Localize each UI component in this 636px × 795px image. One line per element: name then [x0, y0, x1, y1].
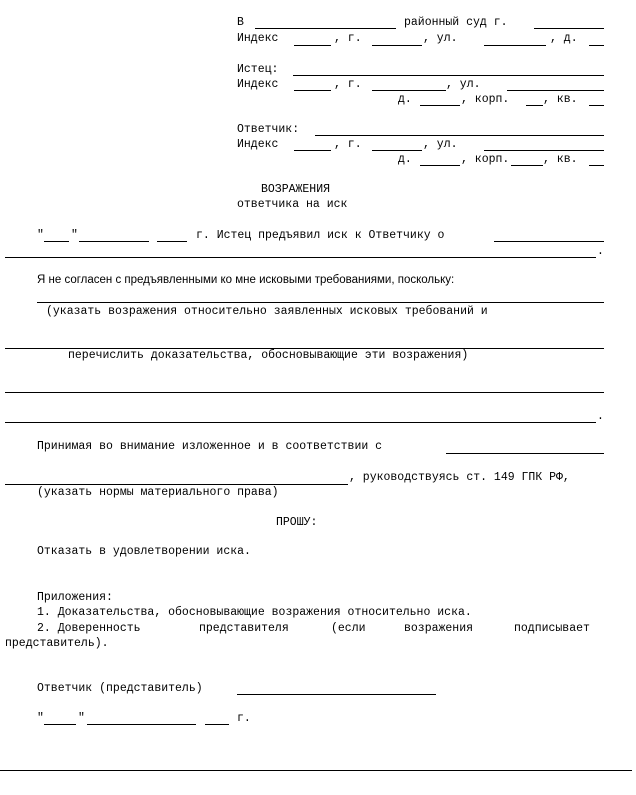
sign-date-month-blank: [87, 724, 196, 725]
plaintiff-street-label: , ул.: [446, 78, 481, 91]
objection-hint-2: перечислить доказательства, обосновывающие эти возражения): [68, 349, 469, 362]
plaintiff-index-blank: [294, 90, 331, 91]
plaintiff-house-blank: [420, 105, 460, 106]
sign-date-year-blank: [205, 724, 229, 725]
defendant-house-label: д.: [398, 153, 412, 166]
sign-date-quote-open: ": [37, 712, 44, 725]
defendant-city-blank: [372, 150, 422, 151]
defendant-house-blank: [420, 165, 460, 166]
plaintiff-street-blank: [507, 90, 604, 91]
date-day-blank: [44, 241, 69, 242]
appendix-item-2-word: 2. Доверенность: [37, 622, 141, 635]
defendant-korp-blank: [511, 165, 543, 166]
plaintiff-korp-label: , корп.: [461, 93, 510, 106]
sign-year-suffix: г.: [237, 712, 251, 725]
defendant-city-label: , г.: [334, 138, 362, 151]
law-norm-hint: (указать нормы материального права): [37, 486, 279, 499]
appendix-item-2-word: возражения: [404, 622, 474, 635]
plaintiff-label: Истец:: [237, 63, 279, 76]
guided-text: , руководствуясь ст. 149 ГПК РФ,: [349, 471, 570, 484]
plaintiff-house-label: д.: [398, 93, 412, 106]
plaintiff-kv-blank: [589, 105, 604, 106]
document-subtitle: ответчика на иск: [237, 198, 348, 211]
request-text: Отказать в удовлетворении иска.: [37, 545, 251, 558]
objection-blank-1: [37, 302, 604, 303]
defendant-kv-label: , кв.: [543, 153, 578, 166]
defendant-kv-blank: [589, 165, 604, 166]
date-month-blank: [79, 241, 149, 242]
appendix-heading: Приложения:: [37, 591, 113, 604]
appendix-item-2-word: (если: [331, 622, 366, 635]
signature-label: Ответчик (представитель): [37, 682, 203, 695]
appendix-item-2-cont: представитель).: [5, 637, 109, 650]
request-heading: ПРОШУ:: [276, 516, 318, 529]
claim-subject-blank: [494, 241, 604, 242]
court-house-blank: [589, 45, 604, 46]
objection-period: .: [597, 410, 604, 423]
defendant-index-label: Индекс: [237, 138, 279, 151]
claim-text: г. Истец предъявил иск к Ответчику о: [196, 229, 445, 242]
appendix-item-2-word: подписывает: [514, 622, 590, 635]
page-bottom-rule: [0, 770, 632, 771]
court-city-label: , г.: [334, 32, 362, 45]
court-city-addr-blank: [372, 45, 422, 46]
claim-subject-blank-2: [5, 257, 596, 258]
objection-blank-4: [5, 422, 596, 423]
defendant-name-blank: [315, 135, 604, 136]
defendant-street-label: , ул.: [423, 138, 458, 151]
objection-blank-3: [5, 392, 604, 393]
considering-text: Принимая во внимание изложенное и в соответствии с: [37, 440, 383, 453]
objection-hint-1: (указать возражения относительно заявленных исковых требований и: [46, 305, 488, 318]
court-suffix-label: районный суд г.: [404, 16, 508, 29]
disagree-text: Я не согласен с предъявленными ко мне исковыми требованиями, поскольку:: [37, 274, 455, 286]
law-norm-blank-2: [5, 484, 348, 485]
signature-blank: [237, 694, 436, 695]
court-house-label: , д.: [550, 32, 578, 45]
court-street-label: , ул.: [423, 32, 458, 45]
plaintiff-kv-label: , кв.: [543, 93, 578, 106]
date-quote-close: ": [71, 229, 78, 242]
court-city-blank: [534, 28, 604, 29]
law-norm-blank-1: [446, 453, 604, 454]
appendix-item-2-word: представителя: [199, 622, 289, 635]
court-name-blank: [255, 28, 396, 29]
plaintiff-city-blank: [372, 90, 446, 91]
claim-period: .: [597, 245, 604, 258]
document-title: ВОЗРАЖЕНИЯ: [261, 183, 331, 196]
plaintiff-name-blank: [293, 75, 604, 76]
appendix-item-1: 1. Доказательства, обосновывающие возражения относительно иска.: [37, 606, 472, 619]
date-year-blank: [157, 241, 187, 242]
court-to-label: В: [237, 16, 244, 29]
court-index-label: Индекс: [237, 32, 279, 45]
defendant-korp-label: , корп.: [461, 153, 510, 166]
defendant-street-blank: [484, 150, 604, 151]
plaintiff-korp-blank: [526, 105, 543, 106]
court-index-blank: [294, 45, 331, 46]
defendant-index-blank: [294, 150, 331, 151]
plaintiff-city-label: , г.: [334, 78, 362, 91]
sign-date-quote-close: ": [78, 712, 85, 725]
plaintiff-index-label: Индекс: [237, 78, 279, 91]
date-quote-open: ": [37, 229, 44, 242]
sign-date-day-blank: [44, 724, 76, 725]
defendant-label: Ответчик:: [237, 123, 300, 136]
court-street-blank: [484, 45, 546, 46]
